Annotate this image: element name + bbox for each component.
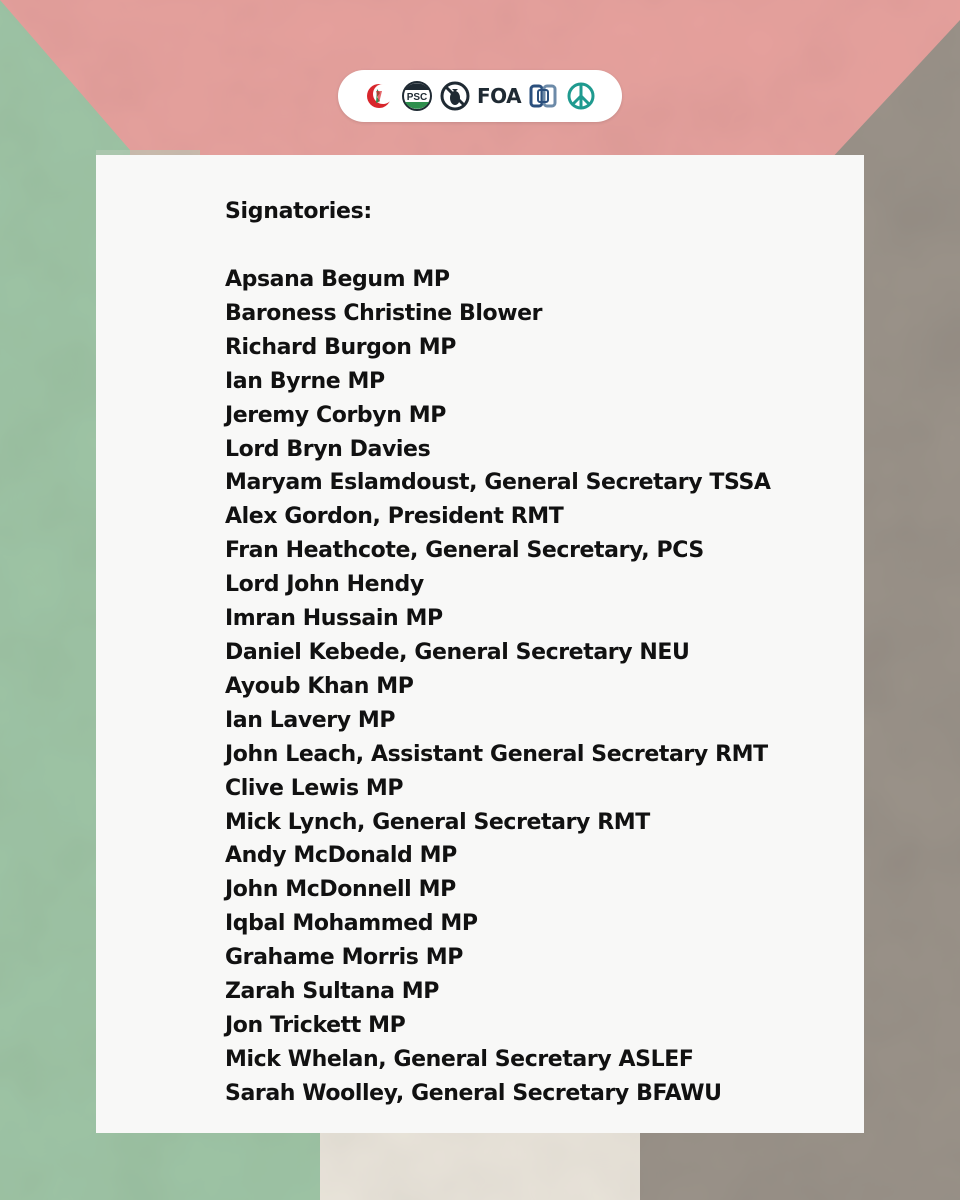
signatory-item: Ian Lavery MP (225, 707, 396, 733)
signatory-item: Mick Lynch, General Secretary RMT (225, 809, 650, 835)
signatories-content (225, 195, 845, 1111)
signatory-item: Fran Heathcote, General Secretary, PCS (225, 538, 704, 564)
signatory-item: Zarah Sultana MP (225, 979, 440, 1005)
signatory-item: Lord Bryn Davies (225, 436, 431, 462)
signatories-card (96, 155, 864, 1133)
signatory-item: Richard Burgon MP (225, 334, 456, 360)
signatory-item: Andy McDonald MP (225, 843, 457, 869)
flag-white-lower (320, 1130, 640, 1200)
no-bomb-logo (439, 80, 471, 112)
signatory-item: Grahame Morris MP (225, 945, 463, 971)
signatory-item: Ayoub Khan MP (225, 673, 414, 699)
signatory-item: John Leach, Assistant General Secretary RMT (225, 741, 768, 767)
psc-logo (401, 80, 433, 112)
signatory-item: Imran Hussain MP (225, 606, 443, 632)
signatory-item: Clive Lewis MP (225, 775, 404, 801)
signatory-item: Ian Byrne MP (225, 368, 385, 394)
signatory-item: Iqbal Mohammed MP (225, 911, 478, 937)
signatory-item: Mick Whelan, General Secretary ASLEF (225, 1046, 694, 1072)
signatory-item: Lord John Hendy (225, 572, 424, 598)
foa-logo: FOA (476, 84, 522, 108)
interlocking-logo (527, 80, 559, 112)
signatory-item: Apsana Begum MP (225, 267, 450, 292)
svg-text:PSC: PSC (406, 92, 428, 103)
signatory-item: Sarah Woolley, General Secretary BFAWU (225, 1080, 722, 1106)
red-crescent-logo (363, 80, 395, 112)
signatory-item: Daniel Kebede, General Secretary NEU (225, 639, 690, 665)
signatory-item: Baroness Christine Blower (225, 300, 543, 326)
signatory-item: Alex Gordon, President RMT (225, 504, 564, 530)
flag-grey-lower (640, 1130, 960, 1200)
signatory-item: John McDonnell MP (225, 877, 456, 903)
signatory-item: Maryam Eslamdoust, General Secretary TSSA (225, 470, 771, 496)
signatory-item: Jon Trickett MP (225, 1012, 406, 1038)
signatories-heading: Signatories: (225, 199, 372, 224)
signatory-item: Jeremy Corbyn MP (225, 402, 446, 428)
flag-green-lower (0, 1130, 320, 1200)
signatories-list (225, 263, 845, 1111)
logo-bar (338, 70, 622, 122)
peace-logo (565, 80, 597, 112)
